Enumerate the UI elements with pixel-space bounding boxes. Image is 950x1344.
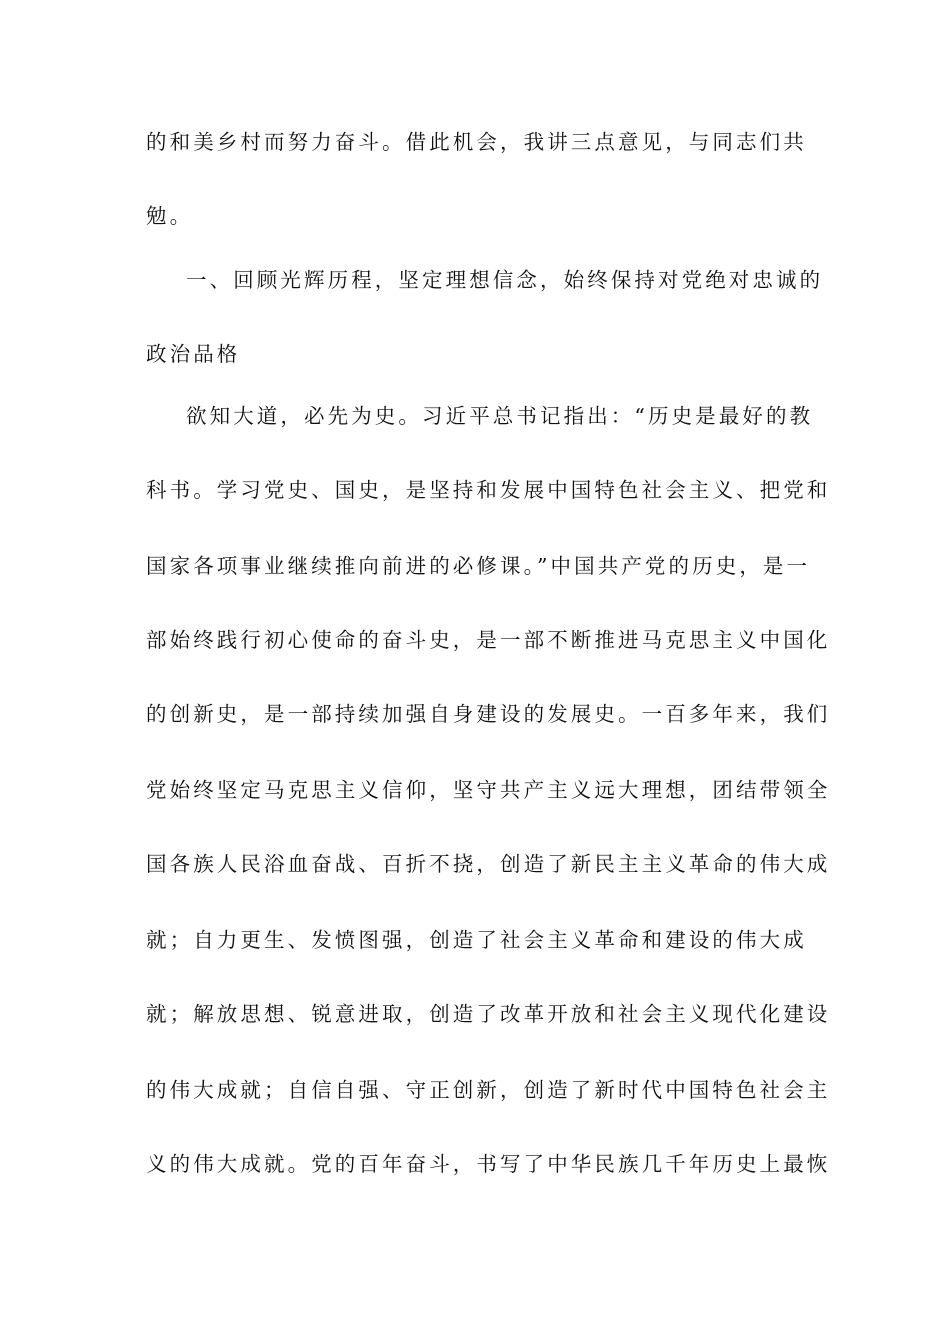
text-line: 的伟大成就；自信自强、守正创新，创造了新时代中国特色社会主 (146, 1078, 831, 1102)
text-line: 的创新史，是一部持续加强自身建设的发展史。一百多年来，我们 (146, 702, 831, 726)
text-line: 义的伟大成就。党的百年奋斗，书写了中华民族几千年历史上最恢 (146, 1152, 831, 1176)
text-line: 党始终坚定马克思主义信仰，坚守共产主义远大理想，团结带领全 (146, 778, 831, 802)
text-line: 的和美乡村而努力奋斗。借此机会，我讲三点意见，与同志们共 (146, 130, 807, 154)
text-line: 国家各项事业继续推向前进的必修课。”中国共产党的历史，是一 (146, 554, 811, 578)
text-line: 就；解放思想、锐意进取，创造了改革开放和社会主义现代化建设 (146, 1002, 831, 1026)
text-line: 部始终践行初心使命的奋斗史，是一部不断推进马克思主义中国化 (146, 628, 831, 652)
text-line: 国各族人民浴血奋战、百折不挠，创造了新民主主义革命的伟大成 (146, 852, 831, 876)
section-heading-line: 政治品格 (146, 342, 241, 366)
text-line: 勉。 (146, 204, 194, 228)
text-line: 科书。学习党史、国史，是坚持和发展中国特色社会主义、把党和 (146, 478, 831, 502)
text-line: 欲知大道，必先为史。习近平总书记指出：“历史是最好的教 (186, 404, 814, 428)
section-heading-line: 一、回顾光辉历程，坚定理想信念，始终保持对党绝对忠诚的 (186, 268, 824, 292)
text-line: 就；自力更生、发愤图强，创造了社会主义革命和建设的伟大成 (146, 928, 807, 952)
